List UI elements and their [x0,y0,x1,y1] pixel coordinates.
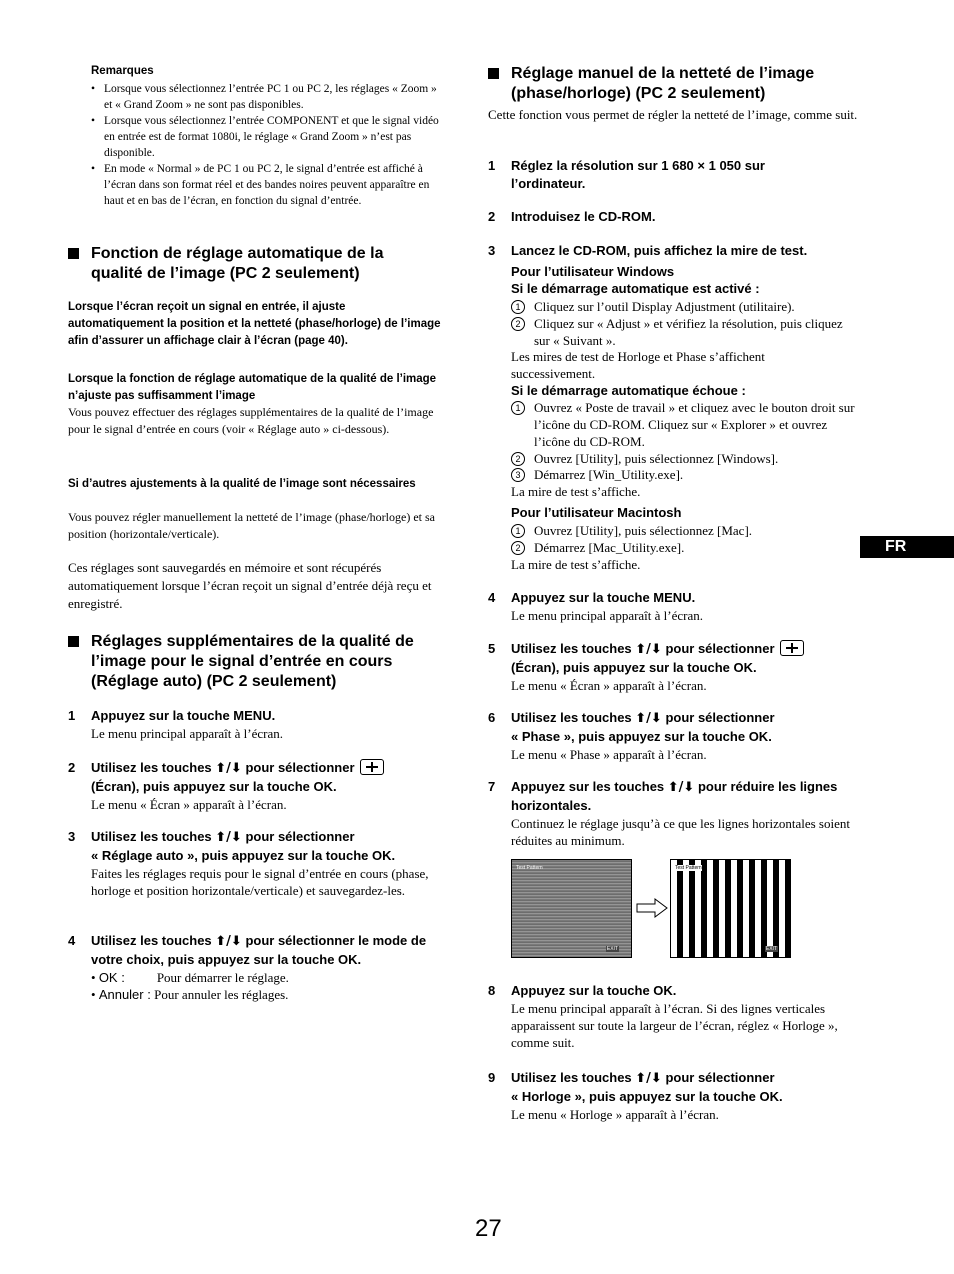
language-tab: FR [860,536,954,558]
manual-intro: Cette fonction vous permet de régler la netteté de l’image, comme suit. [488,107,858,122]
section-heading-manual: Réglage manuel de la netteté de l’image (phase/horloge) (PC 2 seulement) [488,64,848,104]
manual-step-1: 1 Réglez la résolution sur 1 680 × 1 050 sur l’ordinateur. [488,158,765,191]
up-down-arrow-icon: ⬆/⬇ [215,934,242,949]
mac-after: La mire de test s’affiche. [511,557,641,572]
manual-step-9: 9 Utilisez les touches ⬆/⬇ pour sélectionner « Horloge », puis appuyez sur la touche OK. Le menu « Horloge » apparaît à l’écran. [488,1070,783,1122]
win-ok-after: Les mires de test de Horloge et Phase s’affichent successivement. [511,349,765,381]
section-heading-extra: Réglages supplémentaires de la qualité de l’image pour le signal d’entrée en cours (Réglage auto) (PC 2 seulement) [68,632,443,692]
auto-sub1-title: Lorsque la fonction de réglage automatique de la qualité de l’image n’ajuste pas suffisamment l’image [68,373,437,402]
up-down-arrow-icon: ⬆/⬇ [635,1071,662,1086]
auto-intro: Lorsque l’écran reçoit un signal en entrée, il ajuste automatiquement la position et la netteté (phase/horloge) de l’image afin d’assurer un affichage clair à l’écran (page 40). [68,301,441,347]
manual-step-5: 5 Utilisez les touches ⬆/⬇ pour sélectionner (Écran), puis appuyez sur la touche OK. Le menu « Écran » apparaît à l’écran. [488,640,863,694]
auto-sub2-title: Si d’autres ajustements à la qualité de l’image sont nécessaires [68,478,416,490]
win-autorun-ok-title: Si le démarrage automatique est activé : [511,281,760,296]
arrow-right-icon [636,898,668,918]
up-down-arrow-icon: ⬆/⬇ [215,830,242,845]
mac-item-2: 2 Démarrez [Mac_Utility.exe]. [511,539,866,556]
win-fail-item-3: 3 Démarrez [Win_Utility.exe]. [511,466,866,483]
list-item: • Lorsque vous sélectionnez l’entrée PC 1 ou PC 2, les réglages « Zoom » et « Grand Zoom » ne sont pas disponibles. [91,81,443,113]
option-ok: • OK : Pour démarrer le réglage. [91,970,289,985]
test-pattern-before-image: Test Pattern EXIT [511,859,632,958]
remarks-list [91,81,443,209]
extra-step-1: 1 Appuyez sur la touche MENU. Le menu principal apparaît à l’écran. [68,708,284,741]
up-down-arrow-icon: ⬆/⬇ [635,711,662,726]
up-down-arrow-icon: ⬆/⬇ [667,780,695,795]
auto-saved-text: Ces réglages sont sauvegardés en mémoire et sont récupérés automatiquement lorsque l’écran reçoit un signal d’entrée déjà reçu et enregistré. [68,560,432,611]
section-heading-auto: Fonction de réglage automatique de la qualité de l’image (PC 2 seulement) [68,244,428,284]
manual-step-8: 8 Appuyez sur la touche OK. Le menu principal apparaît à l’écran. Si des lignes verticales apparaissent sur toute la largeur de l’écran, réglez « Horloge », comme suit. [488,983,838,1050]
extra-step-4: 4 Utilisez les touches ⬆/⬇ pour sélectionner le mode de votre choix, puis appuyez sur la touche OK. • OK : Pour démarrer le réglage. • Annuler : Pour annuler les réglages. [68,932,443,1003]
extra-step-2: 2 Utilisez les touches ⬆/⬇ pour sélectionner (Écran), puis appuyez sur la touche OK. Le menu « Écran » apparaît à l’écran. [68,759,443,813]
manual-step-7: 7 Appuyez sur les touches ⬆/⬇ pour réduire les lignes horizontales. Continuez le réglage jusqu’à ce que les lignes horizontales soient réduites au minimum. [488,779,850,848]
manual-step-6: 6 Utilisez les touches ⬆/⬇ pour sélectionner « Phase », puis appuyez sur la touche OK. Le menu « Phase » apparaît à l’écran. [488,710,775,762]
up-down-arrow-icon: ⬆/⬇ [635,642,662,657]
page-number: 27 [475,1215,502,1242]
extra-step-3: 3 Utilisez les touches ⬆/⬇ pour sélectionner « Réglage auto », puis appuyez sur la touche OK. Faites les réglages requis pour le signal d’entrée en cours (phase, horloge et position horizontale/verticale) et sauvegardez-les. [68,829,429,898]
list-item: • Lorsque vous sélectionnez l’entrée COMPONENT et que le signal vidéo en entrée est de format 1080i, le réglage « Grand Zoom » n’est pas disponible. [91,113,443,161]
win-autorun-fail-title: Si le démarrage automatique échoue : [511,383,746,398]
square-bullet-icon [68,248,79,259]
list-item: • En mode « Normal » de PC 1 ou PC 2, le signal d’entrée est affiché à l’écran dans son format réel et des bandes noires peuvent apparaître en haut et en bas de l’écran, en fonction du signal d’entrée. [91,161,443,209]
manual-step-4: 4 Appuyez sur la touche MENU. Le menu principal apparaît à l’écran. [488,590,704,623]
win-fail-item-2: 2 Ouvrez [Utility], puis sélectionnez [Windows]. [511,450,866,467]
test-pattern-after-image: Test Pattern EXIT [670,859,791,958]
square-bullet-icon [488,68,499,79]
auto-sub1-text: Vous pouvez effectuer des réglages supplémentaires de la qualité de l’image pour le signal d’entrée en cours (voir « Réglage auto » ci-dessous). [68,405,434,436]
auto-sub2-text: Vous pouvez régler manuellement la netteté de l’image (phase/horloge) et sa position (horizontale/verticale). [68,510,435,541]
screen-icon [360,759,384,775]
win-ok-item-1: 1 Cliquez sur l’outil Display Adjustment (utilitaire). [511,298,866,315]
up-down-arrow-icon: ⬆/⬇ [215,761,242,776]
mac-item-1: 1 Ouvrez [Utility], puis sélectionnez [Mac]. [511,522,866,539]
win-ok-item-2: 2 Cliquez sur « Adjust » et vérifiez la résolution, puis cliquez sur « Suivant ». [511,315,856,349]
manual-step-2: 2 Introduisez le CD-ROM. [488,209,656,224]
manual-step-3: 3 Lancez le CD-ROM, puis affichez la mire de test. [488,243,808,258]
remarks-title: Remarques [91,65,154,77]
windows-title: Pour l’utilisateur Windows [511,264,675,279]
mac-title: Pour l’utilisateur Macintosh [511,505,682,520]
win-fail-item-1: 1 Ouvrez « Poste de travail » et cliquez avec le bouton droit sur l’icône du CD-ROM. Cliquez sur « Explorer » et ouvrez l’icône du CD-ROM. [511,399,866,450]
win-fail-after: La mire de test s’affiche. [511,484,641,499]
screen-icon [780,640,804,656]
square-bullet-icon [68,636,79,647]
option-cancel: • Annuler : Pour annuler les réglages. [91,987,289,1002]
